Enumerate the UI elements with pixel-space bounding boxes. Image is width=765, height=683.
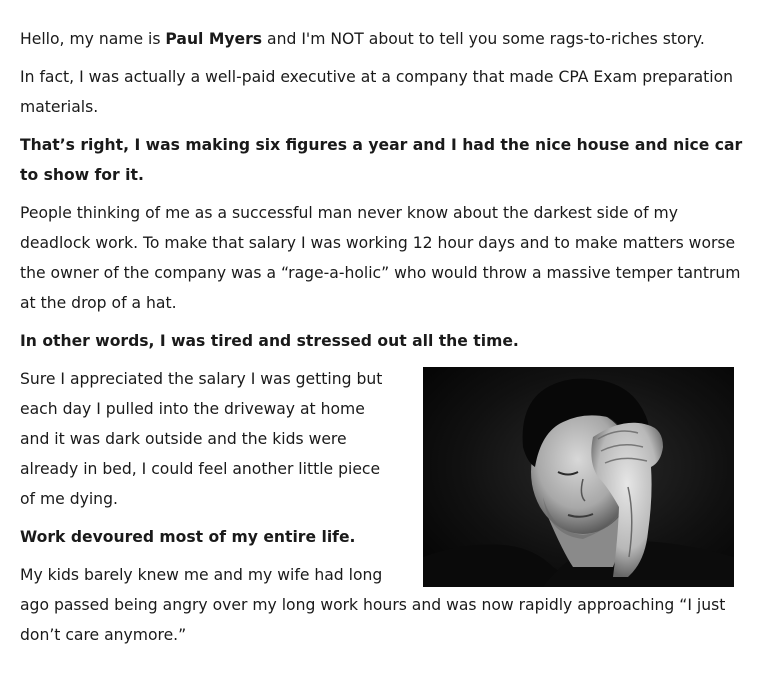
paragraph-dark-side: People thinking of me as a successful man never know about the darkest side of my deadlock work. To make that salary I was working 12 hour days and to make matters worse the owner of the company was a “rage-a-holic” who would throw a massive temper tantrum at the drop of a hat. — [20, 204, 741, 312]
stressed-man-photo — [423, 367, 734, 587]
intro-text-after: and I'm NOT about to tell you some rags-to-riches story. — [262, 30, 705, 48]
paragraph-six-figures: That’s right, I was making six figures a year and I had the nice house and nice car to show for it. — [20, 136, 743, 184]
paragraph-driveway: Sure I appreciated the salary I was getting but each day I pulled into the driveway at home and it was dark outside and the kids were already in bed, I could feel another little piece of me dying. — [20, 370, 383, 508]
author-name: Paul Myers — [165, 30, 263, 48]
photo-illustration — [423, 367, 734, 587]
paragraph-family-text: My kids barely knew me and my wife had long ago passed being angry over my long work hours and was now rapidly approaching “I just don’t care anymore.” — [20, 566, 726, 644]
paragraph-executive: In fact, I was actually a well-paid executive at a company that made CPA Exam preparation materials. — [20, 68, 734, 116]
paragraph-tired-stressed: In other words, I was tired and stressed out all the time. — [20, 332, 519, 350]
paragraph-work-devoured: Work devoured most of my entire life. — [20, 528, 356, 546]
intro-paragraph — [20, 24, 750, 54]
intro-text-before: Hello, my name is — [20, 30, 166, 48]
article-body — [20, 24, 750, 658]
